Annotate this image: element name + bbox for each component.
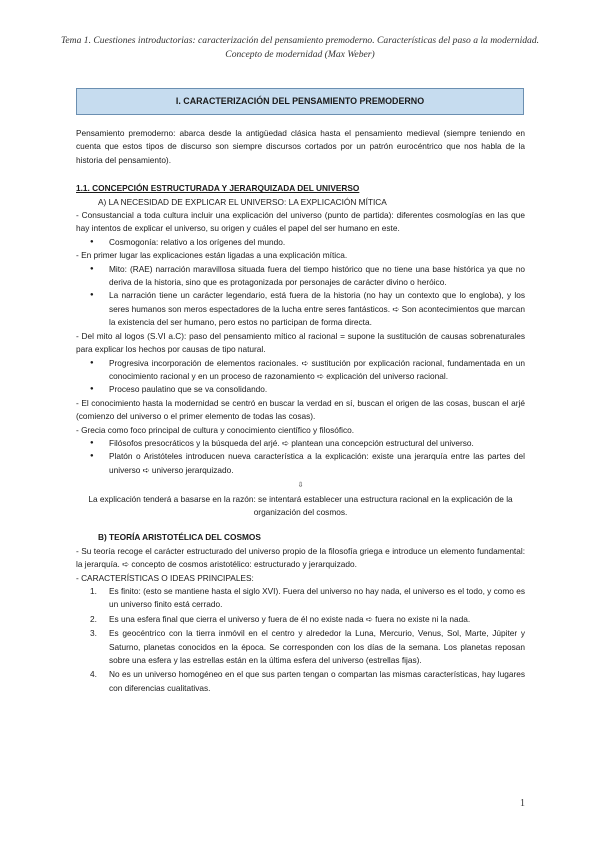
part-b-heading: B) TEORÍA ARISTOTÉLICA DEL COSMOS xyxy=(98,532,261,543)
paragraph-line: - El conocimiento hasta la modernidad se centró en buscar la verdad en sí, buscan el origen de las cosas, buscan el arjé (comienzo del universo o el primer elemento de todas las cosas). xyxy=(76,397,525,422)
item-number: 4. xyxy=(90,669,97,680)
bullet-item: ● Filósofos presocráticos y la búsqueda del arjé. ➪ plantean una concepción estructural del universo. xyxy=(76,437,525,450)
bullet-item: ● Progresiva incorporación de elementos racionales. ➪ sustitución por explicación racional, fundamentada en un conocimiento racional y en un proceso de razonamiento ➪ explicación del universo racional. xyxy=(76,357,525,384)
paragraph-line: - En primer lugar las explicaciones están ligadas a una explicación mítica. xyxy=(76,250,348,261)
bullet-list xyxy=(76,437,525,477)
intro-paragraph: Pensamiento premoderno: abarca desde la antigüedad clásica hasta el pensamiento medieval (siempre teniendo en cuenta que estos tipos de discurso son siempre discursos cortados por un patrón eurocéntrico que nos habla de la historia del pensamiento). xyxy=(76,128,525,165)
conclusion-text: La explicación tenderá a basarse en la razón: se intentará establecer una estructura racional en la explicación de la organización del cosmos. xyxy=(88,493,513,517)
bullet-item: ● Platón o Aristóteles introducen nueva característica a la explicación: existe una jerarquía entre las partes del universo ➪ universo jerarquizado. xyxy=(76,450,525,477)
item-text: Es una esfera final que cierra el universo y fuera de él no existe nada ➪ fuera no existe ni la nada. xyxy=(109,613,471,624)
item-number: 2. xyxy=(90,613,97,624)
item-text: Es finito: (esto se mantiene hasta el siglo XVI). Fuera del universo no hay nada, el universo es el todo, y como es un universo finito está cerrado. xyxy=(109,586,525,610)
item-number: 1. xyxy=(90,586,97,596)
page-header: Tema 1. Cuestiones introductorias: caracterización del pensamiento premoderno. Características del paso a la modernidad. Concepto de modernidad (Max Weber) xyxy=(60,35,540,60)
item-text: Es geocéntrico con la tierra inmóvil en el centro y alrededor la Luna, Mercurio, Venus, Sol, Marte, Júpiter y Saturno, planetas conocidos en la época. Se corresponden con los días de la semana. Los planetas reposan sobre una esfera y las estrellas están en la última esfera del universo (estrellas fijas). xyxy=(109,628,525,666)
list-item xyxy=(76,668,525,695)
bullet-item: ● Mito: (RAE) narración maravillosa situada fuera del tiempo histórico que no tiene una base histórica ya que no deriva de la historia, sino que es protagonizada por personajes de carácter divino o heróico. xyxy=(76,263,525,290)
part-a-heading: A) LA NECESIDAD DE EXPLICAR EL UNIVERSO: LA EXPLICACIÓN MÍTICA xyxy=(98,196,387,207)
page-number: 1 xyxy=(520,798,525,809)
paragraph-line: - Su teoría recoge el carácter estructurado del universo propio de la filosofía griega e introduce un elemento fundamental: la jerarquía. ➪ concepto de cosmos aristotélico: estructurado y jerarquizado. xyxy=(76,545,525,570)
paragraph-line: - Consustancial a toda cultura incluir una explicación del universo (punto de partida): diferentes cosmologías en las que hay intentos de explicar el universo, su origen y cuáles el papel del ser humano en este. xyxy=(76,210,525,234)
numbered-list xyxy=(76,585,525,695)
subsection-heading: 1.1. CONCEPCIÓN ESTRUCTURADA Y JERARQUIZADA DEL UNIVERSO xyxy=(76,183,360,194)
paragraph-line: - Del mito al logos (S.VI a.C): paso del pensamiento mítico al racional = supone la sustitución de causas sobrenaturales para explicar los hechos por causas de tipo natural. xyxy=(76,330,525,355)
section-title: I. CARACTERIZACIÓN DEL PENSAMIENTO PREMODERNO xyxy=(76,88,524,115)
list-item xyxy=(76,613,525,626)
bullet-item: ● La narración tiene un carácter legendario, está fuera de la historia (no hay un contexto que lo engloba), y los seres humanos son meros espectadores de la lucha entre seres fantásticos. ➪ Son acontecimientos que marcan la existencia del ser humano, pero estos no participan de forma directa. xyxy=(76,289,525,329)
bullet-list xyxy=(76,357,525,397)
bullet-list xyxy=(76,236,525,249)
item-text: No es un universo homogéneo en el que sus parten tengan o compartan las mismas características, hay lugares con diferencias cualitativas. xyxy=(109,669,525,693)
paragraph-line: - Grecia como foco principal de cultura y conocimiento científico y filosófico. xyxy=(76,424,355,435)
item-number: 3. xyxy=(90,628,97,639)
list-item xyxy=(76,585,525,612)
document-body xyxy=(76,127,525,696)
bullet-list xyxy=(76,263,525,330)
bullet-item: ● Cosmogonía: relativo a los orígenes del mundo. xyxy=(76,236,525,249)
down-arrow-icon: ⇩ xyxy=(297,482,304,490)
bullet-item: ● Proceso paulatino que se va consolidando. xyxy=(76,383,525,396)
list-item xyxy=(76,627,525,667)
paragraph-line: - CARACTERÍSTICAS O IDEAS PRINCIPALES: xyxy=(76,572,254,583)
